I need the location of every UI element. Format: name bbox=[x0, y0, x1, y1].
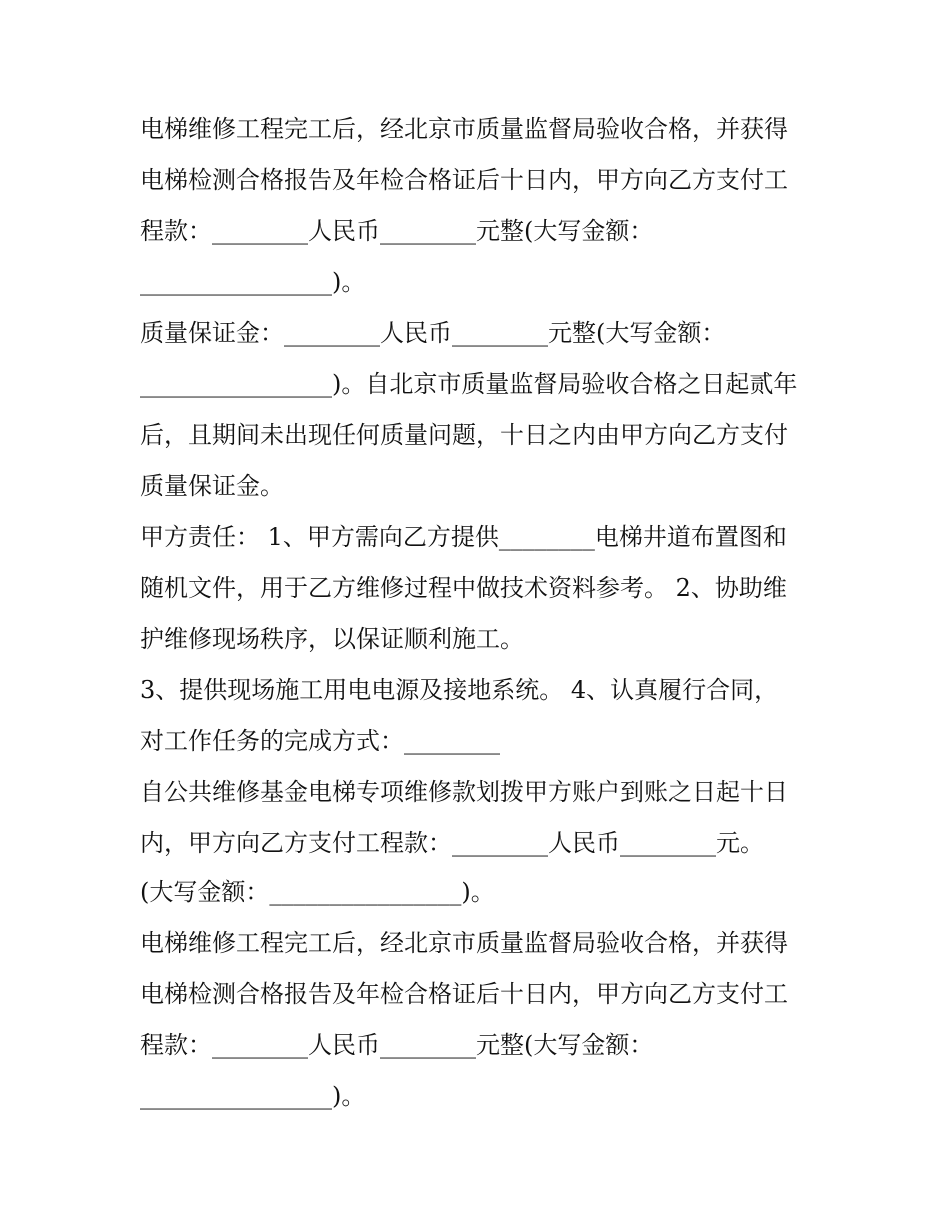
paragraph-line: 随机文件，用于乙方维修过程中做技术资料参考。 2、协助维 bbox=[140, 574, 787, 602]
paragraph-line: ________________)。 bbox=[140, 1082, 366, 1110]
paragraph-line: 质量保证金：________人民币________元整(大写金额： bbox=[140, 319, 726, 347]
paragraph-line: 对工作任务的完成方式：________ bbox=[140, 727, 500, 755]
paragraph-line: 甲方责任： 1、甲方需向乙方提供________电梯井道布置图和 bbox=[140, 523, 787, 551]
paragraph-line: 电梯检测合格报告及年检合格证后十日内，甲方向乙方支付工 bbox=[140, 980, 788, 1008]
paragraph-line: 程款：________人民币________元整(大写金额： bbox=[140, 1031, 654, 1059]
paragraph-line: 3、提供现场施工用电电源及接地系统。 4、认真履行合同， bbox=[140, 676, 779, 704]
paragraph-line: 电梯维修工程完工后，经北京市质量监督局验收合格，并获得 bbox=[140, 929, 788, 957]
paragraph-line: ________________)。自北京市质量监督局验收合格之日起贰年 bbox=[140, 370, 798, 398]
paragraph-line: 质量保证金。 bbox=[140, 472, 284, 500]
paragraph-line: ________________)。 bbox=[140, 268, 366, 296]
paragraph-line: 电梯检测合格报告及年检合格证后十日内，甲方向乙方支付工 bbox=[140, 166, 788, 194]
paragraph-line: (大写金额：________________)。 bbox=[140, 878, 495, 906]
paragraph-line: 内，甲方向乙方支付工程款：________人民币________元。 bbox=[140, 829, 764, 857]
paragraph-line: 程款：________人民币________元整(大写金额： bbox=[140, 217, 654, 245]
paragraph-line: 自公共维修基金电梯专项维修款划拨甲方账户到账之日起十日 bbox=[140, 778, 788, 806]
paragraph-line: 后，且期间未出现任何质量问题，十日之内由甲方向乙方支付 bbox=[140, 421, 788, 449]
paragraph-line: 电梯维修工程完工后，经北京市质量监督局验收合格，并获得 bbox=[140, 115, 788, 143]
paragraph-line: 护维修现场秩序，以保证顺利施工。 bbox=[140, 625, 524, 653]
